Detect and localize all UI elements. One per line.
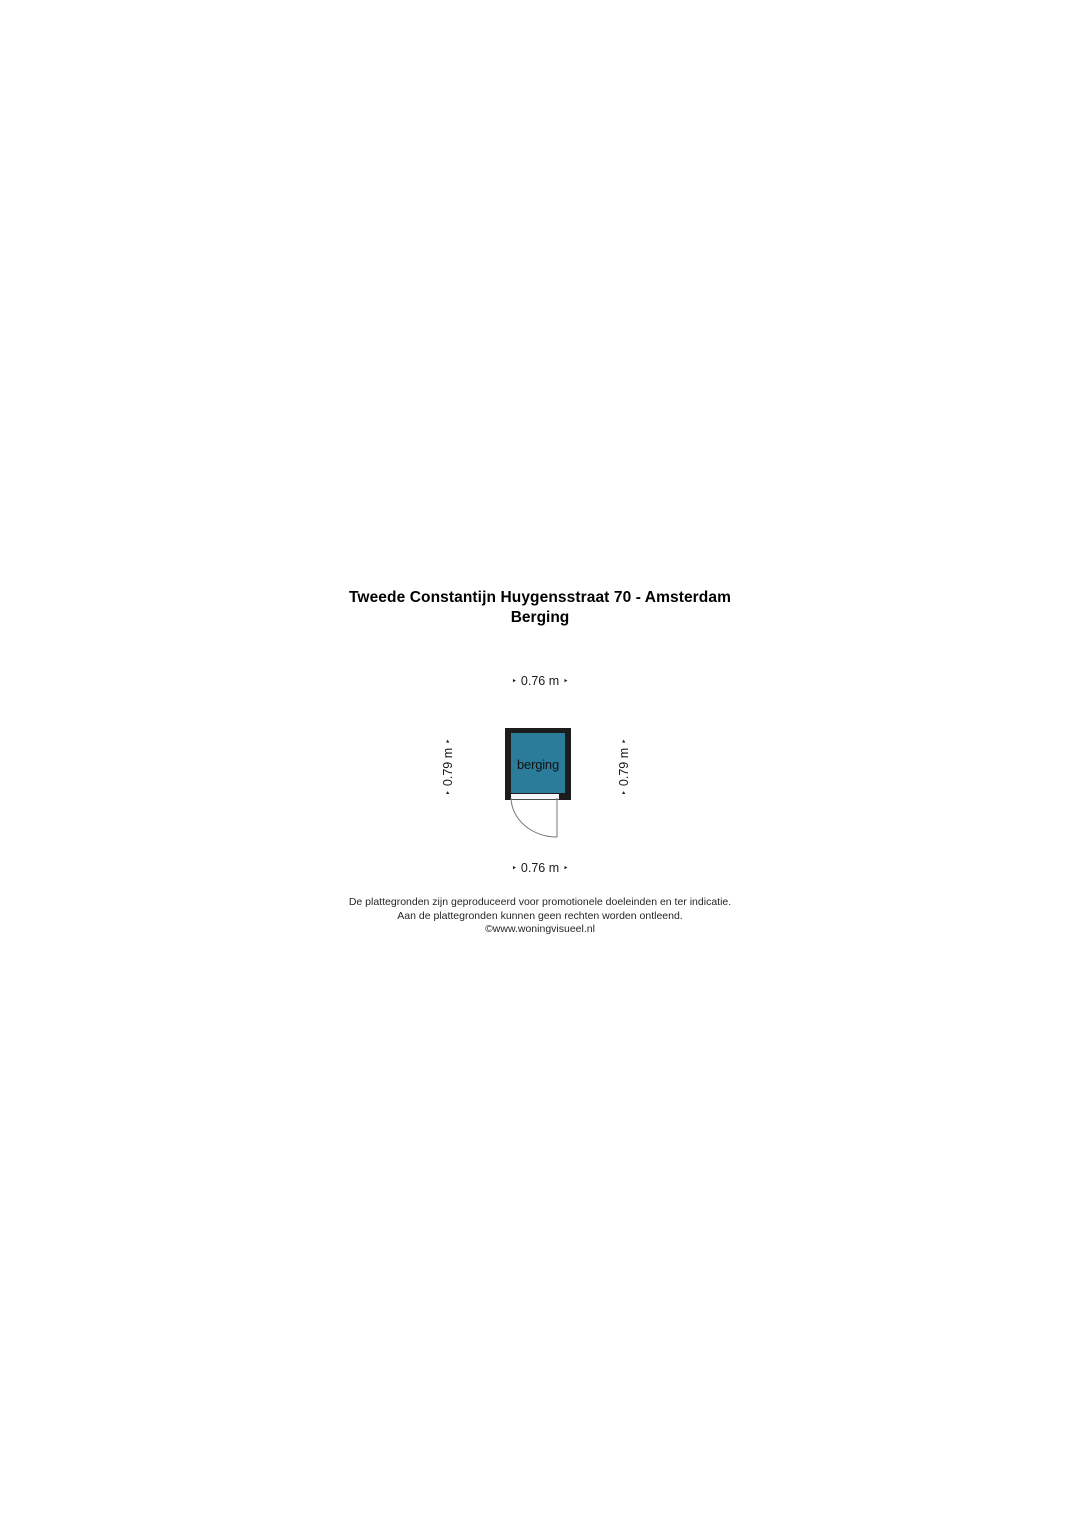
title-address: Tweede Constantijn Huygensstraat 70 - Amsterdam — [349, 589, 731, 606]
title-floor: Berging — [510, 609, 570, 626]
dimension-tick-right-icon: ‣ — [618, 738, 629, 744]
dimension-top-value: 0.76 m — [520, 674, 560, 688]
room-label: berging — [517, 756, 559, 772]
footer-line-2: Aan de plattegronden kunnen geen rechten worden ontleend. — [397, 909, 683, 922]
dimension-tick-left-icon: ‣ — [511, 675, 517, 686]
dimension-left-value: 0.79 m — [441, 747, 455, 787]
dimension-right — [617, 739, 631, 796]
dimension-tick-left-icon: ‣ — [511, 862, 517, 873]
footer-disclaimer — [0, 896, 1080, 937]
dimension-left — [441, 739, 455, 796]
dimension-bottom — [0, 861, 1080, 875]
footer-line-1: De plattegronden zijn geproduceerd voor promotionele doeleinden en ter indicatie. — [348, 896, 732, 908]
dimension-tick-right-icon: ‣ — [563, 862, 569, 873]
dimension-top — [0, 674, 1080, 688]
floorplan-room-berging — [505, 728, 571, 800]
page-title — [0, 588, 1080, 628]
dimension-tick-right-icon: ‣ — [442, 738, 453, 744]
dimension-tick-left-icon: ‣ — [442, 790, 453, 796]
dimension-right-value: 0.79 m — [617, 747, 631, 787]
door-swing-icon — [508, 798, 564, 838]
dimension-tick-right-icon: ‣ — [563, 675, 569, 686]
room-fill — [511, 733, 565, 793]
dimension-bottom-value: 0.76 m — [520, 861, 560, 875]
footer-copyright: ©www.woningvisueel.nl — [485, 923, 595, 935]
dimension-tick-left-icon: ‣ — [618, 790, 629, 796]
